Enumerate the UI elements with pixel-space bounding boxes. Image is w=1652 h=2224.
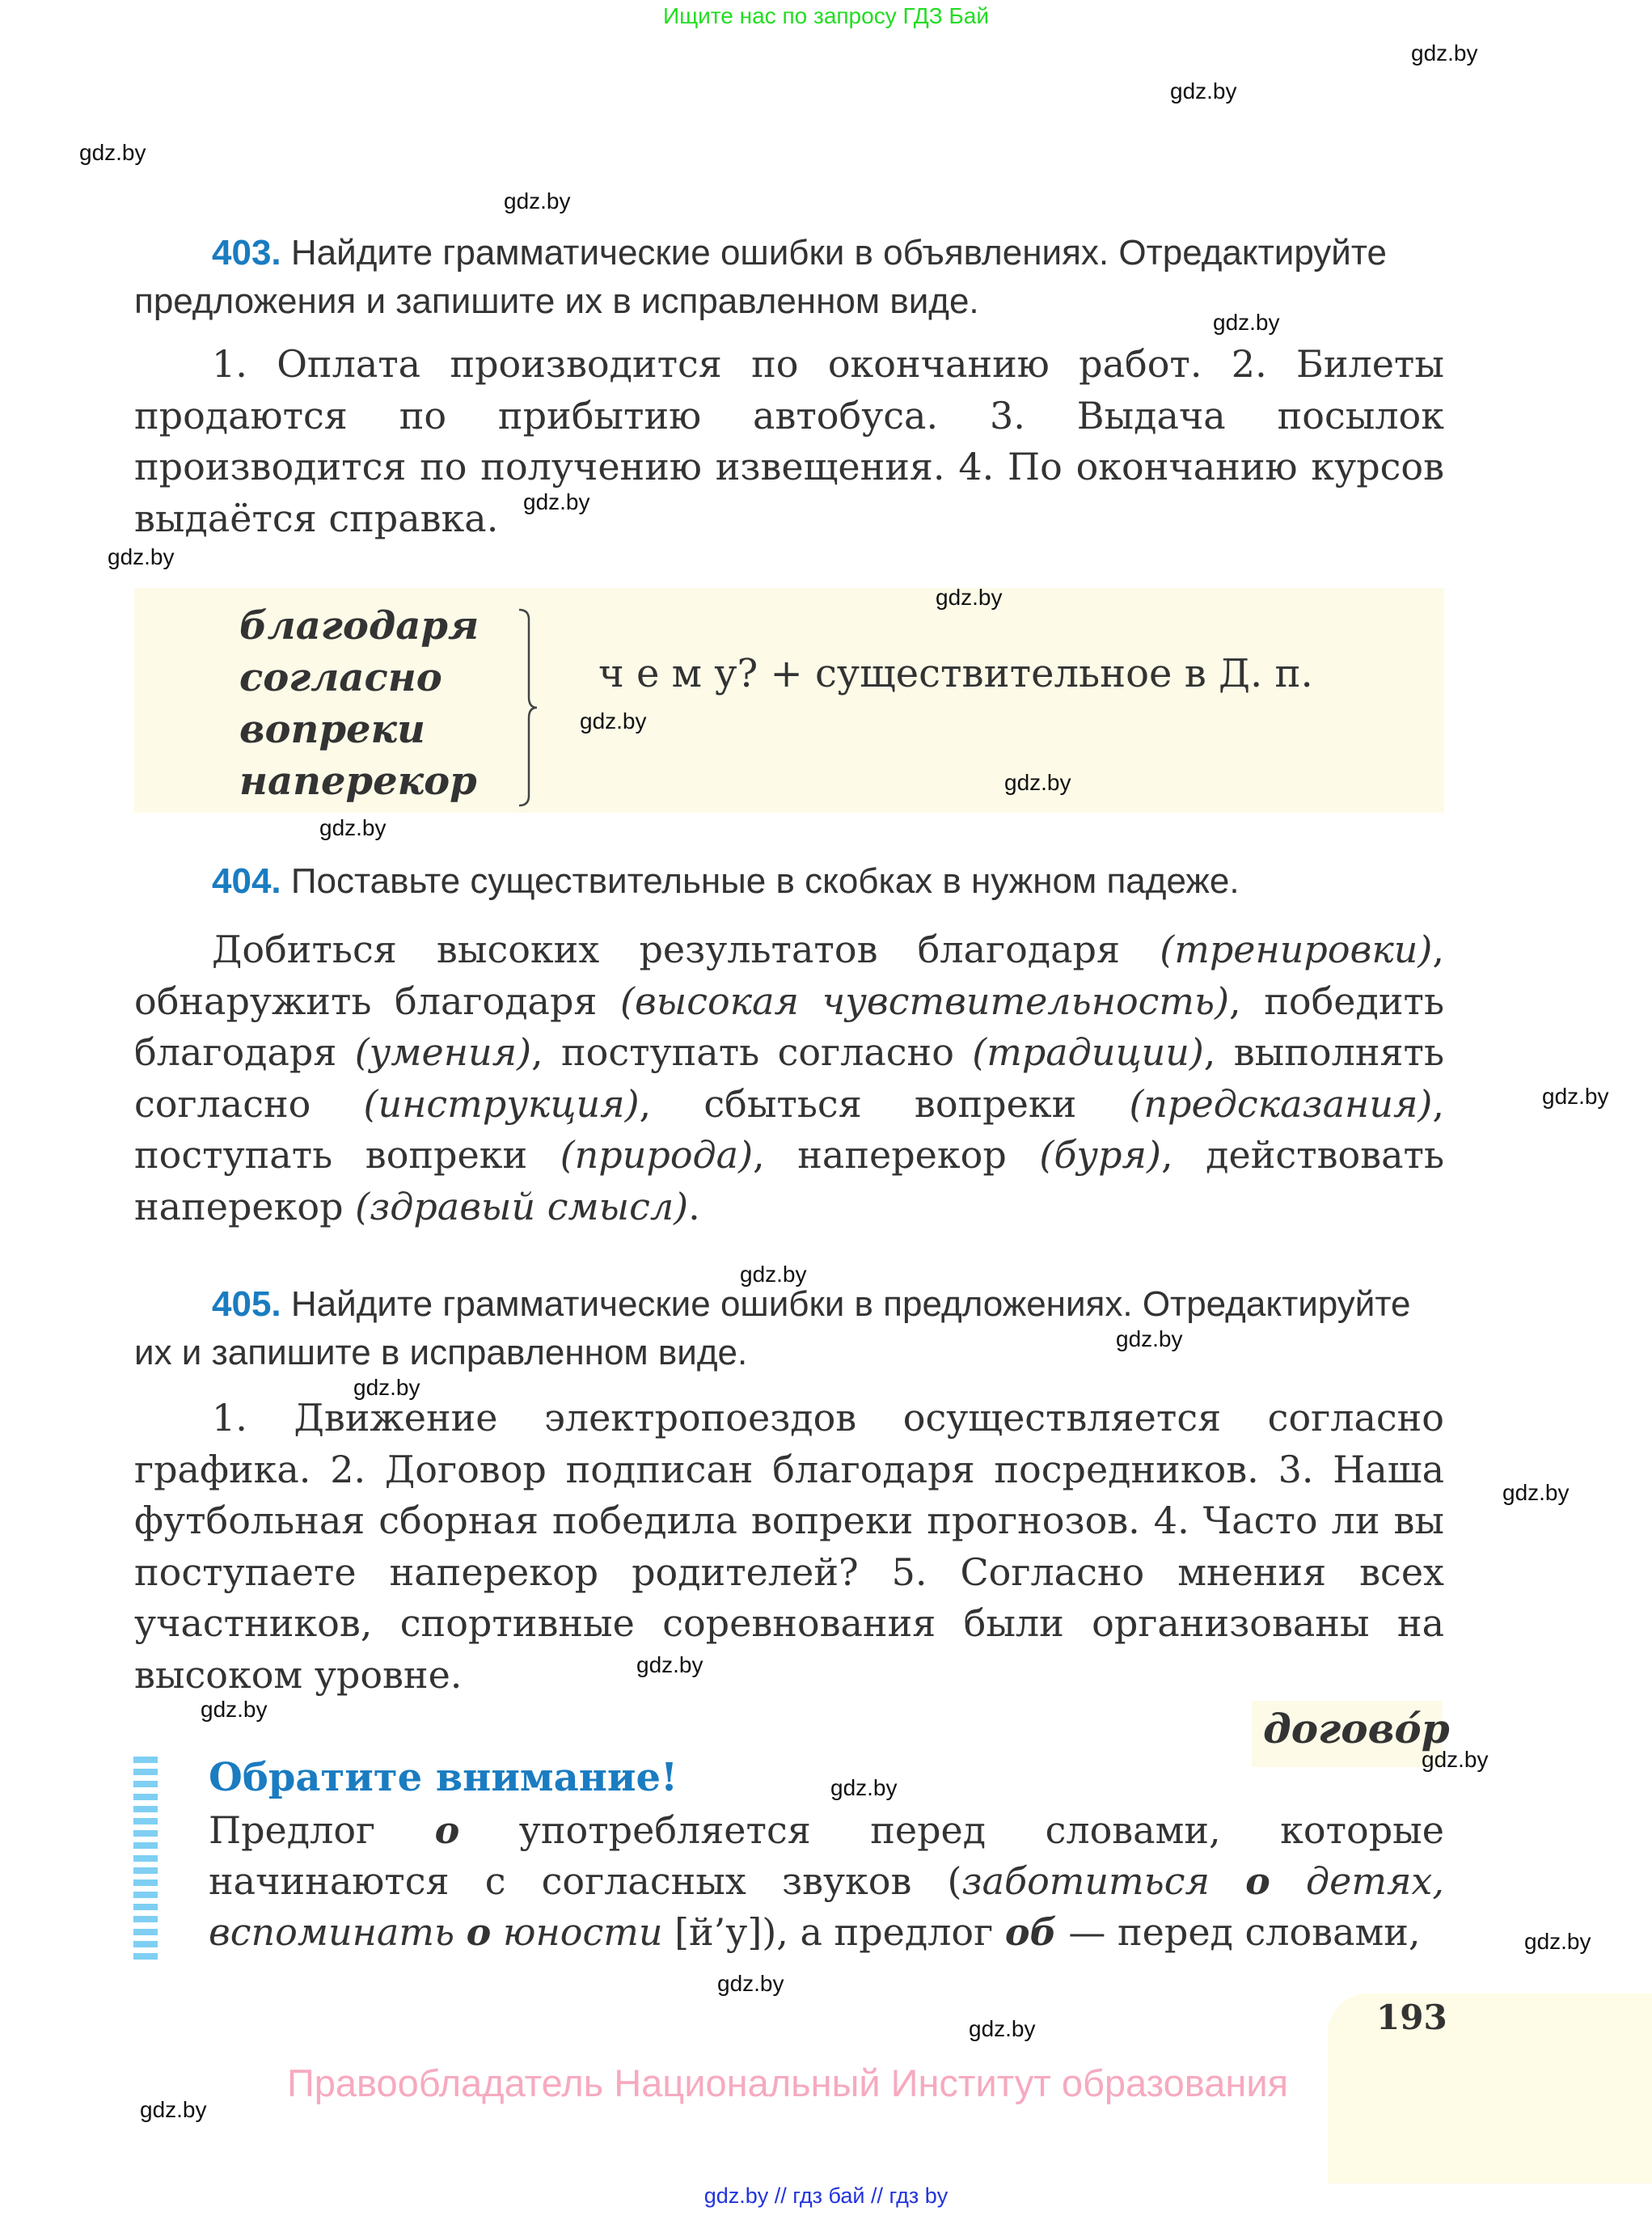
watermark: gdz.by bbox=[717, 1971, 784, 1996]
rule-prepositions bbox=[239, 600, 479, 807]
stress-word: догово́р bbox=[1263, 1705, 1450, 1753]
watermark: gdz.by bbox=[1524, 1929, 1591, 1954]
watermark: gdz.by bbox=[740, 1262, 807, 1287]
exercise-number: 404. bbox=[212, 861, 281, 901]
page-number: 193 bbox=[1376, 1998, 1447, 2037]
watermark: gdz.by bbox=[1411, 40, 1478, 66]
watermark: gdz.by bbox=[580, 708, 647, 734]
watermark: gdz.by bbox=[140, 2097, 207, 2122]
top-search-banner: Ищите нас по запросу ГДЗ Бай bbox=[662, 3, 990, 28]
watermark: gdz.by bbox=[936, 585, 1003, 610]
note-title: Обратите внимание! bbox=[209, 1755, 678, 1800]
preposition: вопреки bbox=[239, 707, 425, 752]
curly-brace-icon bbox=[518, 608, 542, 807]
watermark: gdz.by bbox=[969, 2016, 1036, 2041]
exercise-number: 403. bbox=[212, 233, 281, 273]
exercise-404-text: Добиться высоких результатов благодаря (тренировки), обнаружить благодаря (высокая чувствительность), победить благодаря (умения), поступать согласно (традиции), выполнять согласно (инструкция), сбыться вопреки (предсказания), поступать вопреки (природа), наперекор (буря), действовать наперекор (здравый смысл). bbox=[134, 928, 1444, 1228]
exercise-403-instruction: 403. Найдите грамматические ошибки в объявлениях. Отредактируйте предложения и запишите их в исправленном виде. bbox=[134, 233, 1388, 321]
watermark: gdz.by bbox=[353, 1375, 420, 1400]
watermark: gdz.by bbox=[1542, 1084, 1609, 1109]
watermark: gdz.by bbox=[319, 815, 387, 840]
exercise-403-text: 1. Оплата производится по окончанию работ. 2. Билеты продаются по прибытию автобуса. 3. Выдача посылок производится по получению извещения. 4. По окончанию курсов выдаётся справка. bbox=[134, 342, 1444, 540]
watermark: gdz.by bbox=[636, 1652, 703, 1677]
watermark: gdz.by bbox=[108, 544, 175, 569]
watermark: gdz.by bbox=[1004, 770, 1071, 795]
watermark: gdz.by bbox=[201, 1697, 268, 1722]
copyright-notice: Правообладатель Национальный Институт образования bbox=[287, 2061, 1289, 2104]
watermark: gdz.by bbox=[504, 188, 571, 214]
preposition: наперекор bbox=[239, 759, 477, 804]
watermark: gdz.by bbox=[523, 489, 590, 514]
exercise-405-instruction: 405. Найдите грамматические ошибки в предложениях. Отредактируйте их и запишите в исправленном виде. bbox=[134, 1284, 1411, 1372]
rule-formula: ч е м у? + существительное в Д. п. bbox=[598, 651, 1313, 696]
note-decorative-bar bbox=[133, 1757, 158, 1965]
watermark: gdz.by bbox=[1422, 1747, 1489, 1772]
watermark: gdz.by bbox=[830, 1775, 898, 1800]
exercise-number: 405. bbox=[212, 1284, 281, 1324]
watermark: gdz.by bbox=[1502, 1480, 1570, 1505]
exercise-404-instruction: 404. Поставьте существительные в скобках в нужном падеже. bbox=[212, 861, 1240, 901]
exercise-405-text: 1. Движение электропоездов осуществляется согласно графика. 2. Договор подписан благодаря посредников. 3. Наша футбольная сборная победила вопреки прогнозов. 4. Часто ли вы поступаете наперекор родителей? 5. Согласно мнения всех участников, спортивные соревнования были организованы на высоком уровне. bbox=[134, 1396, 1444, 1697]
watermark: gdz.by bbox=[1213, 310, 1280, 335]
note-text: Предлог о употребляется перед словами, которые начинаются с согласных звуков (заботиться о детях, вспоминать о юности [й’у]), а предлог об — перед словами, bbox=[209, 1808, 1445, 1954]
watermark: gdz.by bbox=[1170, 78, 1237, 104]
watermark: gdz.by bbox=[1116, 1326, 1183, 1351]
preposition: согласно bbox=[239, 655, 442, 700]
watermark: gdz.by bbox=[79, 140, 146, 165]
footer-links[interactable]: gdz.by // гдз бай // гдз by bbox=[703, 2184, 949, 2208]
preposition: благодаря bbox=[239, 603, 480, 649]
